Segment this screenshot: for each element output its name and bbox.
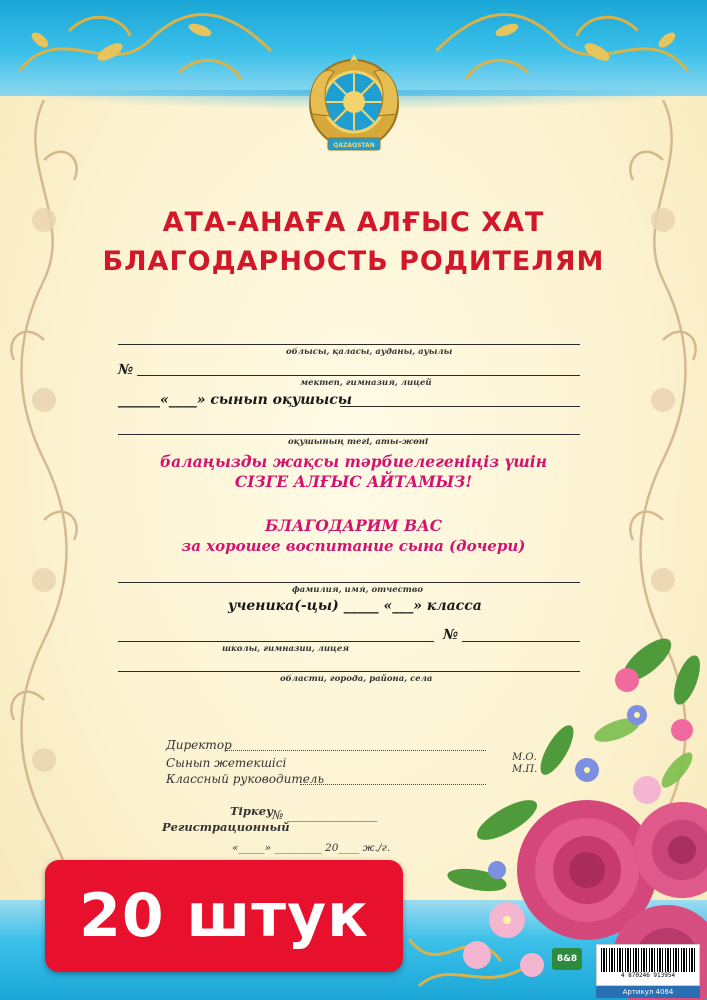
stamp-ru: М.П.: [512, 764, 538, 775]
number-sign-2: №: [443, 627, 459, 643]
class-line-kz: ______«____» сынып оқушысы: [118, 392, 353, 408]
director-label: Директор: [166, 738, 232, 752]
caption-school-kz: мектеп, гимназия, лицей: [300, 378, 432, 388]
caption-region-ru: области, города, района, села: [280, 674, 433, 684]
class-teacher-kz-label: Сынып жетекшісі: [166, 756, 287, 770]
stamp-kz: М.О.: [512, 752, 537, 763]
fio-ru-line[interactable]: [118, 582, 580, 583]
rose-bouquet-decoration: [437, 620, 707, 1000]
title-kazakh: АТА-АНАҒА АЛҒЫС ХАТ: [162, 207, 545, 238]
student-name-kz-line[interactable]: [118, 434, 580, 435]
thanks-ru-line2: за хорошее воспитание сына (дочери): [181, 537, 526, 555]
number-sign: №: [118, 362, 134, 378]
registration-kz-label: Тіркеу: [230, 804, 273, 818]
caption-school-ru: школы, гимназии, лицея: [222, 644, 350, 654]
caption-region-kz: облысы, қаласы, ауданы, ауылы: [286, 347, 453, 357]
barcode-number: 4 870246 913954: [620, 972, 676, 979]
date-line[interactable]: «_____» _________ 20____ ж./г.: [232, 842, 391, 854]
school-ru-line[interactable]: [118, 641, 434, 642]
quantity-badge-text: 20 штук: [79, 881, 369, 951]
emblem-label: QAZAQSTAN: [333, 142, 375, 149]
region-kz-line[interactable]: [118, 344, 580, 345]
quantity-badge: [45, 860, 403, 972]
registration-number[interactable]: № _______________: [272, 808, 378, 822]
class-teacher-ru-label: Классный руководитель: [166, 772, 324, 786]
title-russian: БЛАГОДАРНОСТЬ РОДИТЕЛЯМ: [102, 246, 605, 277]
barcode-icon: [596, 944, 700, 986]
class-line-ru: ученика(-цы) _____ «___» класса: [228, 598, 482, 614]
class-kz-line[interactable]: [340, 406, 580, 407]
registration-ru-label: Регистрационный: [162, 820, 290, 834]
barcode-bars: [601, 948, 695, 972]
school-kz-line[interactable]: [137, 375, 580, 376]
publisher-logo: 8&8: [552, 948, 582, 970]
thanks-kz-line1: балаңызды жақсы тәрбиелегеніңіз үшін: [159, 452, 547, 471]
caption-fio-ru: фамилия, имя, отчество: [292, 585, 424, 595]
caption-student-kz: оқушының тегі, аты-жөні: [288, 437, 429, 447]
thanks-ru-line1: БЛАГОДАРИМ ВАС: [264, 516, 443, 535]
article-number: Артикул 4064: [596, 986, 700, 998]
thanks-kz-line2: СІЗГЕ АЛҒЫС АЙТАМЫЗ!: [234, 472, 473, 491]
state-emblem-icon: [304, 54, 404, 158]
